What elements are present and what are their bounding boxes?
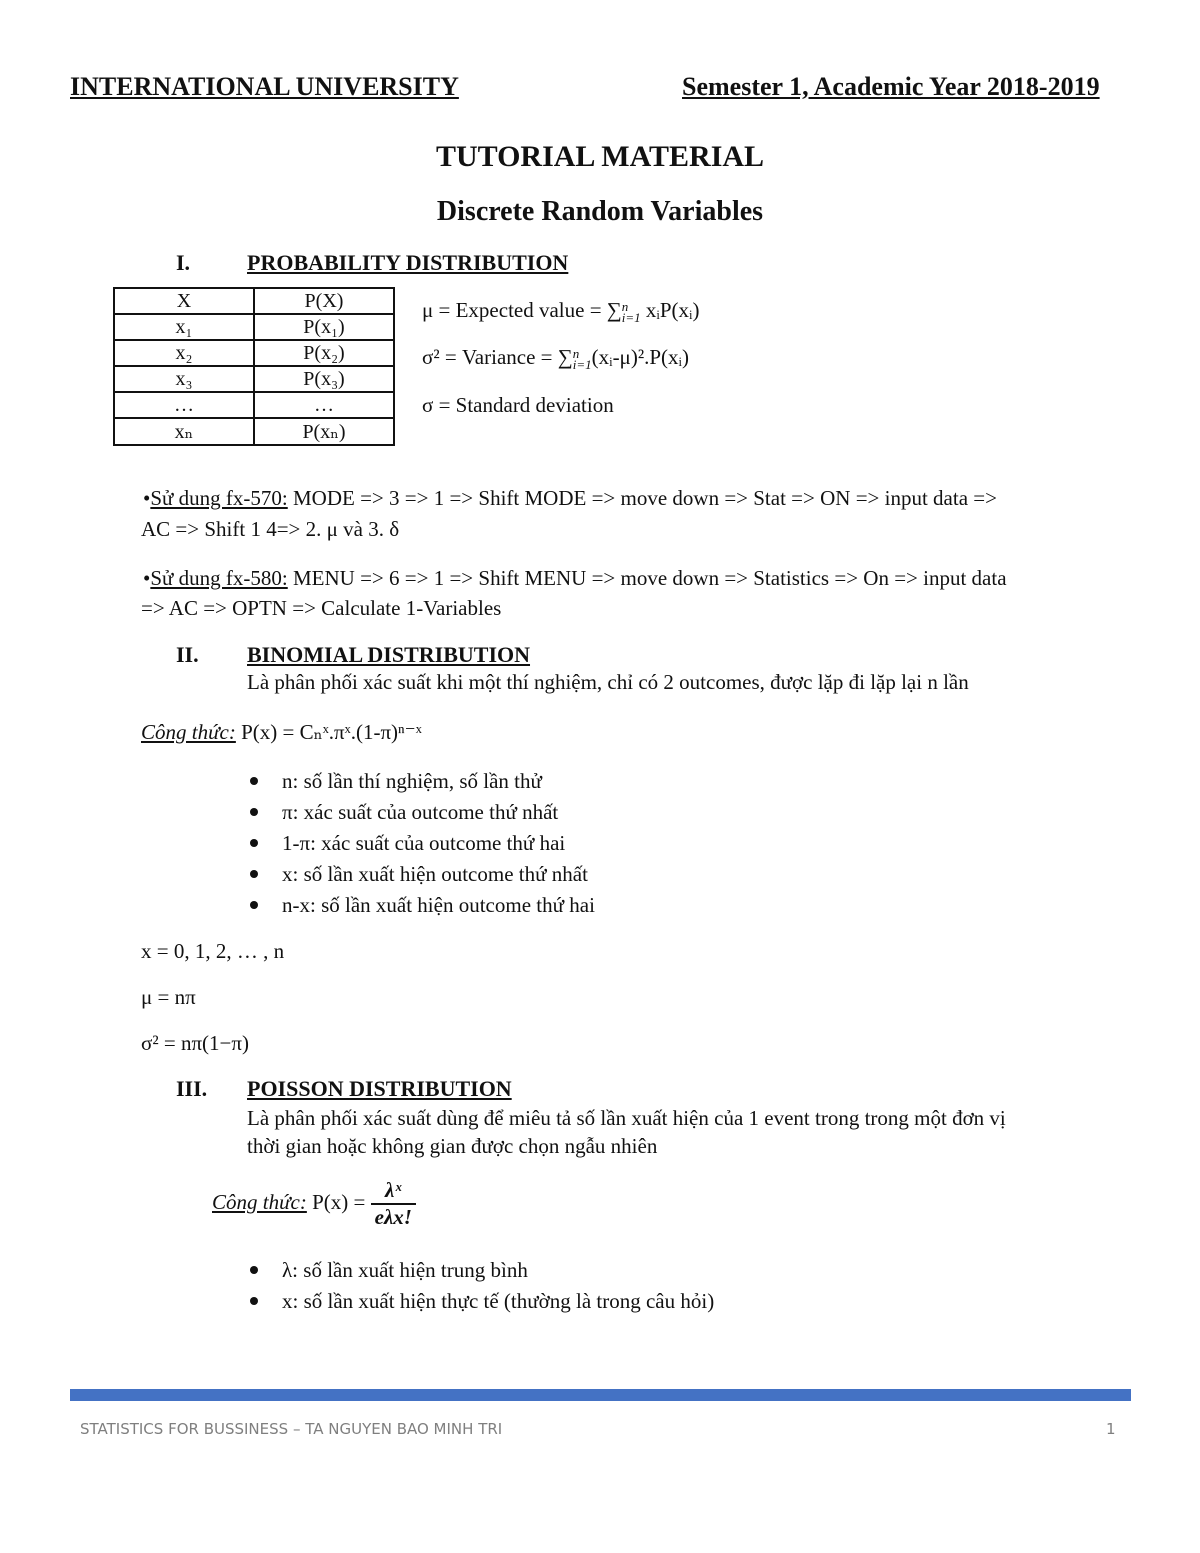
variance-formula <box>422 345 689 373</box>
sum-lower: i=1 <box>621 310 641 326</box>
binomial-formula-label: Công thức: <box>141 720 236 744</box>
poisson-formula <box>212 1178 416 1230</box>
std-dev-definition: σ = Standard deviation <box>422 393 614 417</box>
binomial-x-range: x = 0, 1, 2, … , n <box>141 939 285 963</box>
list-item: x: số lần xuất hiện outcome thứ nhất <box>248 862 595 893</box>
bullet: • <box>143 486 151 510</box>
sum-upper: n <box>572 346 580 362</box>
list-item: π: xác suất của outcome thứ nhất <box>248 800 595 831</box>
footer-page-number: 1 <box>1106 1420 1116 1438</box>
table-row <box>114 314 394 340</box>
table-cell: x₁ <box>114 314 254 340</box>
header-university: INTERNATIONAL UNIVERSITY <box>70 72 459 101</box>
binomial-bullet-list <box>248 769 595 924</box>
section1-title: PROBABILITY DISTRIBUTION <box>247 250 569 275</box>
section3-title: POISSON DISTRIBUTION <box>247 1076 512 1101</box>
list-item: 1-π: xác suất của outcome thứ hai <box>248 831 595 862</box>
binomial-variance: σ² = nπ(1−π) <box>141 1031 249 1055</box>
sum-symbol: ∑ <box>606 298 622 322</box>
calc-fx580-line1 <box>143 566 1007 591</box>
binomial-mean: μ = nπ <box>141 985 196 1009</box>
expected-value-label: μ = Expected value = <box>422 298 607 322</box>
table-cell: P(xₙ) <box>254 418 394 445</box>
binomial-formula <box>141 720 422 745</box>
section3-description-line2: thời gian hoặc không gian được chọn ngẫu nhiên <box>247 1134 658 1158</box>
footer-course: STATISTICS FOR BUSSINESS – TA NGUYEN BAO MINH TRI <box>80 1420 503 1438</box>
calc-fx570-line2: AC => Shift 1 4=> 2. μ và 3. δ <box>141 517 400 541</box>
sum-lower: i=1 <box>572 357 592 373</box>
section3-description-line1: Là phân phối xác suất dùng để miêu tả số lần xuất hiện của 1 event trong trong một đơn vị <box>247 1106 1006 1130</box>
table-cell: … <box>114 392 254 418</box>
table-cell: P(x₃) <box>254 366 394 392</box>
calc-fx570-steps: MODE => 3 => 1 => Shift MODE => move down => Stat => ON => input data => <box>287 486 997 510</box>
list-item: λ: số lần xuất hiện trung bình <box>248 1258 714 1289</box>
list-item: n-x: số lần xuất hiện outcome thứ hai <box>248 893 595 924</box>
sum-upper: n <box>621 299 629 315</box>
table-header-px: P(X) <box>254 288 394 314</box>
calc-fx580-label: Sử dung fx-580: <box>150 566 288 590</box>
calc-fx580-steps: MENU => 6 => 1 => Shift MENU => move down => Statistics => On => input data <box>287 566 1007 590</box>
table-row <box>114 366 394 392</box>
footer-divider <box>70 1389 1131 1401</box>
calc-fx570-line1 <box>143 486 997 511</box>
expected-value-expr: xᵢP(xᵢ) <box>645 298 700 322</box>
poisson-numerator: λˣ <box>371 1178 416 1205</box>
variance-expr: (xᵢ-μ)².P(xᵢ) <box>591 345 689 369</box>
table-cell: … <box>254 392 394 418</box>
table-row <box>114 392 394 418</box>
list-item: x: số lần xuất hiện thực tế (thường là trong câu hỏi) <box>248 1289 714 1320</box>
probability-distribution-table <box>113 287 395 446</box>
section2-number: II. <box>176 642 199 667</box>
table-header-row <box>114 288 394 314</box>
table-cell: P(x₁) <box>254 314 394 340</box>
poisson-formula-lhs: P(x) = <box>306 1189 371 1214</box>
table-row <box>114 340 394 366</box>
list-item: n: số lần thí nghiệm, số lần thử <box>248 769 595 800</box>
binomial-formula-expr: P(x) = Cₙˣ.πˣ.(1-π)ⁿ⁻ˣ <box>235 720 422 744</box>
section1-number: I. <box>176 250 191 275</box>
sum-symbol: ∑ <box>557 345 573 369</box>
calc-fx570-label: Sử dung fx-570: <box>150 486 288 510</box>
page-subtitle: Discrete Random Variables <box>436 196 764 227</box>
section3-number: III. <box>176 1076 208 1101</box>
poisson-formula-label: Công thức: <box>212 1189 307 1214</box>
table-header-x: X <box>114 288 254 314</box>
table-row <box>114 418 394 445</box>
section2-description: Là phân phối xác suất khi một thí nghiệm, chỉ có 2 outcomes, được lặp đi lặp lại n lần <box>247 670 969 694</box>
poisson-denominator: eλx! <box>374 1205 412 1229</box>
table-cell: x₂ <box>114 340 254 366</box>
table-cell: x₃ <box>114 366 254 392</box>
poisson-fraction <box>371 1178 416 1230</box>
expected-value-formula <box>422 298 700 326</box>
bullet: • <box>143 566 151 590</box>
page-title: TUTORIAL MATERIAL <box>435 140 765 173</box>
calc-fx580-line2: => AC => OPTN => Calculate 1-Variables <box>141 596 502 620</box>
section2-title: BINOMIAL DISTRIBUTION <box>247 642 531 667</box>
table-cell: P(x₂) <box>254 340 394 366</box>
header-semester: Semester 1, Academic Year 2018-2019 <box>682 72 1100 101</box>
poisson-bullet-list <box>248 1258 714 1320</box>
variance-label: σ² = Variance = <box>422 345 558 369</box>
table-cell: xₙ <box>114 418 254 445</box>
